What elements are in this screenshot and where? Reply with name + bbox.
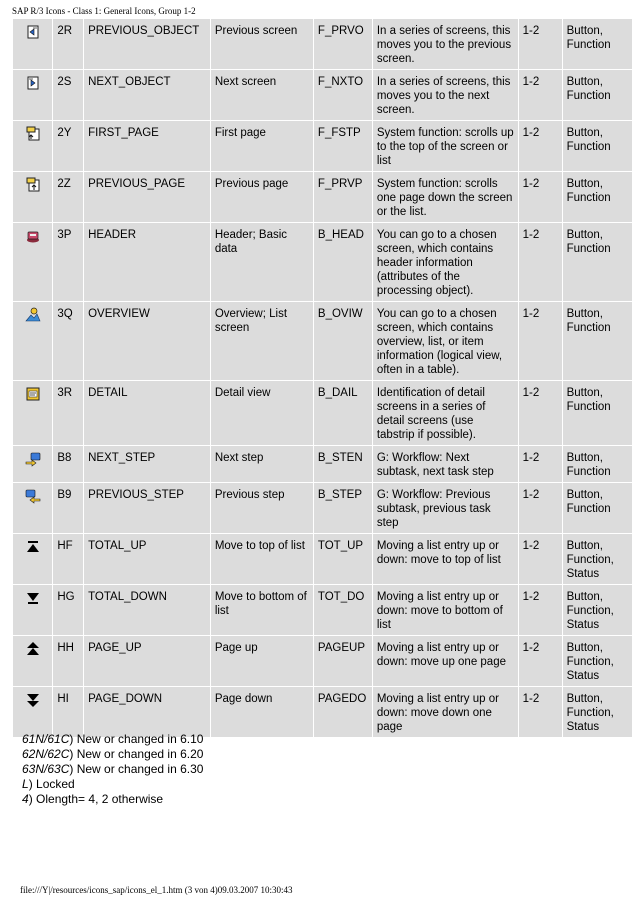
function-code-cell: TOT_DO	[314, 585, 372, 635]
icon-id-cell: HI	[53, 687, 83, 737]
function-code-cell: F_FSTP	[314, 121, 372, 171]
icon-cell	[13, 223, 52, 301]
icon-text-cell: Page down	[211, 687, 313, 737]
icon-name-cell: FIRST_PAGE	[84, 121, 210, 171]
overview-icon	[25, 307, 41, 323]
icon-name-cell: DETAIL	[84, 381, 210, 445]
table-row	[13, 534, 632, 584]
icons-table	[12, 18, 633, 738]
icon-cell	[13, 121, 52, 171]
icon-text-cell: Previous screen	[211, 19, 313, 69]
function-code-cell: TOT_UP	[314, 534, 372, 584]
usage-cell: Button, Function	[563, 172, 632, 222]
icon-id-cell: 3Q	[53, 302, 83, 380]
description-cell: G: Workflow: Previous subtask, previous task step	[373, 483, 518, 533]
release-cell: 1-2	[519, 381, 562, 445]
legend-item	[22, 747, 203, 762]
legend	[22, 732, 203, 807]
icon-name-cell: TOTAL_DOWN	[84, 585, 210, 635]
icon-id-cell: 2S	[53, 70, 83, 120]
icon-text-cell: Next screen	[211, 70, 313, 120]
icon-cell	[13, 172, 52, 222]
description-cell: You can go to a chosen screen, which contains header information (attributes of the processing object).	[373, 223, 518, 301]
function-code-cell: PAGEUP	[314, 636, 372, 686]
previous-page-icon	[25, 177, 41, 193]
icon-cell	[13, 446, 52, 482]
page-down-icon	[25, 692, 41, 708]
release-cell: 1-2	[519, 687, 562, 737]
legend-text: ) Locked	[28, 777, 75, 791]
table-row	[13, 483, 632, 533]
description-cell: System function: scrolls one page down the screen or the list.	[373, 172, 518, 222]
next-object-icon	[25, 75, 41, 91]
description-cell: Moving a list entry up or down: move to top of list	[373, 534, 518, 584]
legend-key: 61N/61C	[22, 732, 70, 746]
function-code-cell: F_NXTO	[314, 70, 372, 120]
usage-cell: Button, Function	[563, 121, 632, 171]
function-code-cell: B_HEAD	[314, 223, 372, 301]
icon-text-cell: Move to top of list	[211, 534, 313, 584]
description-cell: Moving a list entry up or down: move down one page	[373, 687, 518, 737]
icon-name-cell: NEXT_STEP	[84, 446, 210, 482]
icon-text-cell: First page	[211, 121, 313, 171]
function-code-cell: B_STEP	[314, 483, 372, 533]
legend-text: ) New or changed in 6.10	[69, 732, 204, 746]
usage-cell: Button, Function	[563, 381, 632, 445]
description-cell: In a series of screens, this moves you to the previous screen.	[373, 19, 518, 69]
legend-text: ) New or changed in 6.30	[69, 762, 204, 776]
release-cell: 1-2	[519, 534, 562, 584]
legend-text: ) Olength= 4, 2 otherwise	[28, 792, 164, 806]
icon-id-cell: HG	[53, 585, 83, 635]
usage-cell: Button, Function, Status	[563, 687, 632, 737]
icon-cell	[13, 687, 52, 737]
icon-cell	[13, 302, 52, 380]
description-cell: Moving a list entry up or down: move to bottom of list	[373, 585, 518, 635]
description-cell: In a series of screens, this moves you to the next screen.	[373, 70, 518, 120]
icon-text-cell: Next step	[211, 446, 313, 482]
icon-id-cell: 2Y	[53, 121, 83, 171]
icon-id-cell: 3R	[53, 381, 83, 445]
icon-id-cell: B9	[53, 483, 83, 533]
next-step-icon	[25, 451, 41, 467]
description-cell: G: Workflow: Next subtask, next task step	[373, 446, 518, 482]
usage-cell: Button, Function, Status	[563, 636, 632, 686]
page-up-icon	[25, 641, 41, 657]
usage-cell: Button, Function	[563, 302, 632, 380]
icon-id-cell: 3P	[53, 223, 83, 301]
icon-name-cell: HEADER	[84, 223, 210, 301]
page-footer: file:///Y|/resources/icons_sap/icons_el_1.htm (3 von 4)09.03.2007 10:30:43	[20, 885, 293, 895]
release-cell: 1-2	[519, 302, 562, 380]
legend-key: L	[22, 777, 29, 791]
icon-cell	[13, 585, 52, 635]
icon-cell	[13, 534, 52, 584]
legend-key: 62N/62C	[22, 747, 70, 761]
previous-object-icon	[25, 24, 41, 40]
icon-name-cell: PREVIOUS_PAGE	[84, 172, 210, 222]
release-cell: 1-2	[519, 70, 562, 120]
function-code-cell: B_OVIW	[314, 302, 372, 380]
function-code-cell: B_STEN	[314, 446, 372, 482]
legend-item	[22, 732, 203, 747]
function-code-cell: PAGEDO	[314, 687, 372, 737]
icon-id-cell: 2R	[53, 19, 83, 69]
table-row	[13, 172, 632, 222]
previous-step-icon	[25, 488, 41, 504]
description-cell: You can go to a chosen screen, which contains overview, list, or item information (logical view, often in a table).	[373, 302, 518, 380]
table-row	[13, 585, 632, 635]
release-cell: 1-2	[519, 636, 562, 686]
function-code-cell: F_PRVP	[314, 172, 372, 222]
icon-cell	[13, 483, 52, 533]
table-row	[13, 70, 632, 120]
release-cell: 1-2	[519, 19, 562, 69]
usage-cell: Button, Function	[563, 446, 632, 482]
table-row	[13, 687, 632, 737]
icon-name-cell: TOTAL_UP	[84, 534, 210, 584]
icon-id-cell: 2Z	[53, 172, 83, 222]
icon-text-cell: Header; Basic data	[211, 223, 313, 301]
release-cell: 1-2	[519, 446, 562, 482]
table-row	[13, 19, 632, 69]
icon-text-cell: Previous page	[211, 172, 313, 222]
description-cell: Moving a list entry up or down: move up one page	[373, 636, 518, 686]
icon-name-cell: OVERVIEW	[84, 302, 210, 380]
description-cell: System function: scrolls up to the top of the screen or list	[373, 121, 518, 171]
icon-name-cell: PAGE_UP	[84, 636, 210, 686]
first-page-icon	[25, 126, 41, 142]
icon-text-cell: Page up	[211, 636, 313, 686]
usage-cell: Button, Function	[563, 223, 632, 301]
legend-item	[22, 762, 203, 777]
usage-cell: Button, Function	[563, 483, 632, 533]
release-cell: 1-2	[519, 585, 562, 635]
release-cell: 1-2	[519, 483, 562, 533]
header-icon	[25, 228, 41, 244]
table-row	[13, 223, 632, 301]
icon-cell	[13, 636, 52, 686]
legend-item	[22, 777, 203, 792]
page-header: SAP R/3 Icons - Class 1: General Icons, Group 1-2	[12, 6, 196, 16]
icon-text-cell: Move to bottom of list	[211, 585, 313, 635]
icon-text-cell: Previous step	[211, 483, 313, 533]
function-code-cell: F_PRVO	[314, 19, 372, 69]
icon-name-cell: NEXT_OBJECT	[84, 70, 210, 120]
table-row	[13, 302, 632, 380]
table-row	[13, 121, 632, 171]
icon-name-cell: PREVIOUS_OBJECT	[84, 19, 210, 69]
function-code-cell: B_DAIL	[314, 381, 372, 445]
icon-id-cell: B8	[53, 446, 83, 482]
release-cell: 1-2	[519, 121, 562, 171]
detail-icon	[25, 386, 41, 402]
table-row	[13, 446, 632, 482]
legend-text: ) New or changed in 6.20	[69, 747, 204, 761]
table-row	[13, 636, 632, 686]
legend-key: 63N/63C	[22, 762, 70, 776]
icon-name-cell: PAGE_DOWN	[84, 687, 210, 737]
icon-id-cell: HH	[53, 636, 83, 686]
icon-cell	[13, 381, 52, 445]
table-row	[13, 381, 632, 445]
icon-id-cell: HF	[53, 534, 83, 584]
icon-cell	[13, 19, 52, 69]
legend-key: 4	[22, 792, 29, 806]
release-cell: 1-2	[519, 172, 562, 222]
legend-item	[22, 792, 203, 807]
release-cell: 1-2	[519, 223, 562, 301]
total-up-icon	[25, 539, 41, 555]
usage-cell: Button, Function	[563, 19, 632, 69]
icon-text-cell: Overview; List screen	[211, 302, 313, 380]
usage-cell: Button, Function, Status	[563, 534, 632, 584]
icon-text-cell: Detail view	[211, 381, 313, 445]
total-down-icon	[25, 590, 41, 606]
usage-cell: Button, Function	[563, 70, 632, 120]
icon-name-cell: PREVIOUS_STEP	[84, 483, 210, 533]
icon-cell	[13, 70, 52, 120]
usage-cell: Button, Function, Status	[563, 585, 632, 635]
description-cell: Identification of detail screens in a series of detail screens (use tabstrip if possible).	[373, 381, 518, 445]
